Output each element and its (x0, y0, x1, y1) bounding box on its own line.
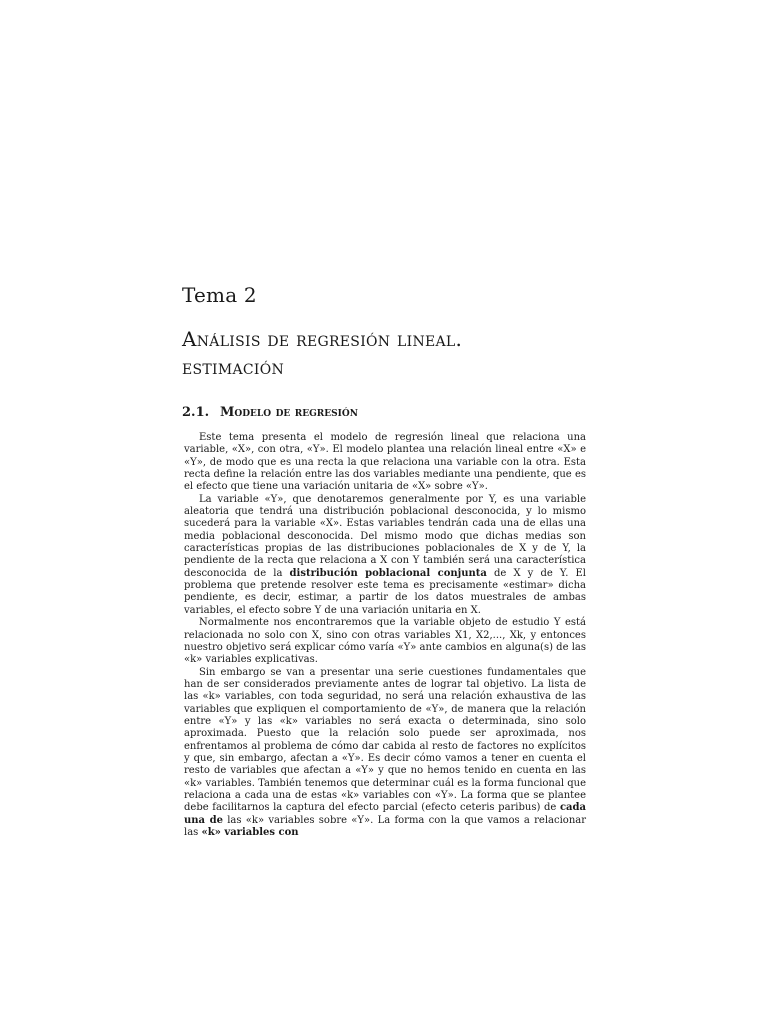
paragraph-4-text-b: las «k» variables sobre «Y». La forma con la que vamos a relacionar las (184, 814, 586, 838)
section-title: Modelo de regresión (220, 405, 358, 420)
paragraph-4-bold-1: cada una de (184, 802, 586, 826)
chapter-title-line2: estimación (182, 355, 285, 379)
paragraph-4 (184, 667, 586, 840)
section-heading (182, 405, 358, 420)
paragraph-2-text-a: La variable «Y», que denotaremos generalmente por Y, es una variable aleatoria que tendrá una distribución poblacional desconocida, y lo mismo sucederá para la variable «X». Estas variables tendrán cada una de ellas una media poblacional desconocida. Del mismo modo que dichas medias son características propias de las distribuciones poblacionales de X y de Y, la pendiente de la recta que relaciona a X con Y también será una característica desconocida de la (184, 493, 586, 579)
section-number: 2.1. (182, 405, 210, 420)
chapter-title-line1: Análisis de regresión lineal. (182, 327, 463, 351)
paragraph-2-text-b: de X y de Y. El problema que pretende resolver este tema es precisamente «estimar» dicha pendiente, es decir, estimar, a partir de los datos muestrales de ambas variables, el efecto sobre Y de una variación unitaria en X. (184, 567, 586, 616)
paragraph-1: Este tema presenta el modelo de regresión lineal que relaciona una variable, «X», con otra, «Y». El modelo plantea una relación lineal entre «X» e «Y», de modo que es una recta la que relaciona una variable con la otra. Esta recta define la relación entre las dos variables mediante una pendiente, que es el efecto que tiene una variación unitaria de «X» sobre «Y». (184, 432, 586, 493)
paragraph-4-text-a: Sin embargo se van a presentar una serie cuestiones fundamentales que han de ser considerados previamente antes de lograr tal objetivo. La lista de las «k» variables, con toda seguridad, no será una relación exhaustiva de las variables que expliquen el comportamiento de «Y», de manera que la relación entre «Y» y las «k» variables no será exacta o determinada, sino solo aproximada. Puesto que la relación solo puede ser aproximada, nos enfrentamos al problema de cómo dar cabida al resto de factores no explícitos y que, sin embargo, afectan a «Y». Es decir cómo vamos a tener en cuenta el resto de variables que afectan a «Y» y que no hemos tenido en cuenta en las «k» variables. También tenemos que determinar cuál es la forma funcional que relaciona a cada una de estas «k» variables con «Y». La forma que se plantee debe facilitarnos la captura del efecto parcial (efecto ceteris paribus) de (184, 666, 586, 814)
chapter-label: Tema 2 (182, 283, 257, 307)
paragraph-2-bold: distribución poblacional conjunta (289, 567, 487, 579)
paragraph-2 (184, 494, 586, 617)
paragraph-3: Normalmente nos encontraremos que la variable objeto de estudio Y está relacionada no solo con X, sino con otras variables X1, X2,..., Xk, y entonces nuestro objetivo será explicar cómo varía «Y» ante cambios en alguna(s) de las «k» variables explicativas. (184, 617, 586, 666)
chapter-title (182, 325, 582, 381)
paragraph-4-bold-2: «k» variables con (201, 827, 299, 838)
body-text (184, 432, 586, 839)
